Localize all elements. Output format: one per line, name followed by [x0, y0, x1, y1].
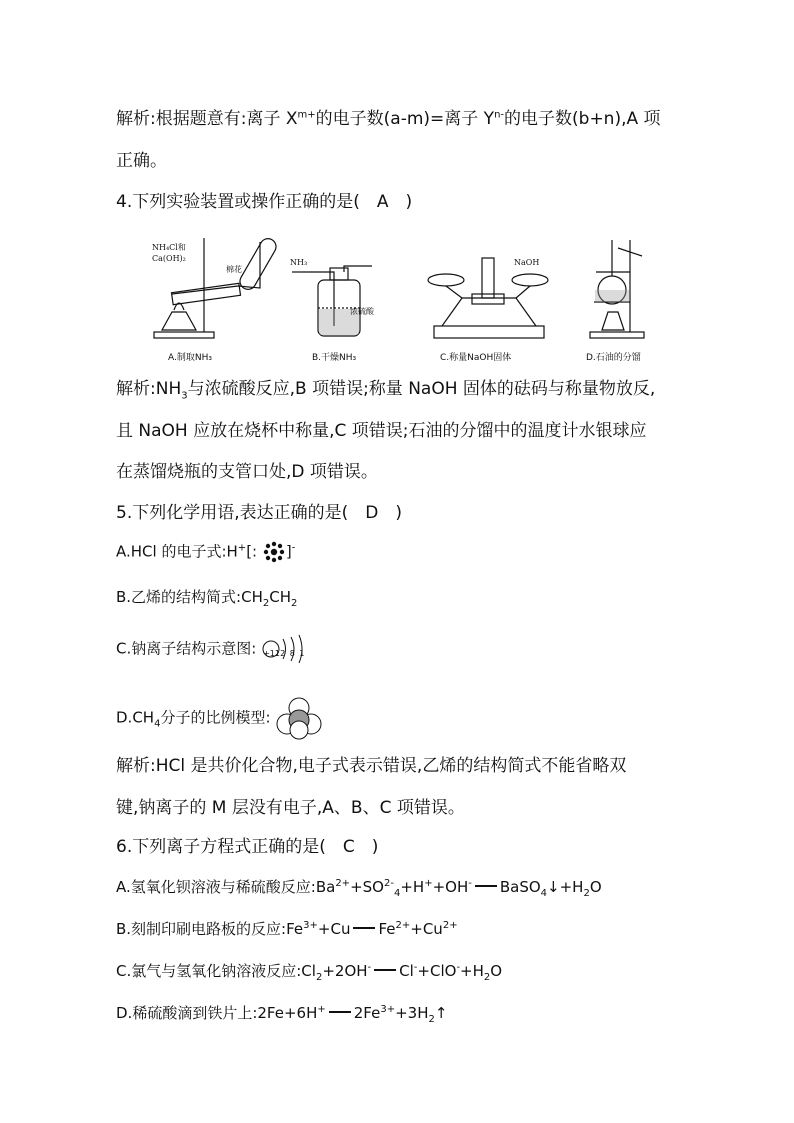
subscript: 2 — [483, 972, 491, 983]
text: 2Fe — [353, 1004, 381, 1022]
reaction-arrow — [475, 885, 497, 887]
subscript: 3 — [181, 390, 188, 402]
text: +Cu — [410, 920, 443, 938]
text: 解析:NH — [116, 379, 182, 399]
text: ↑ — [434, 1004, 448, 1022]
superscript: 2+ — [335, 878, 351, 889]
reaction-arrow — [353, 927, 375, 929]
superscript: + — [237, 542, 247, 554]
text: +3H — [395, 1004, 429, 1022]
q4-stem: 4.下列实验装置或操作正确的是( A ) — [116, 192, 413, 212]
b-acid-label: 浓硫酸 — [350, 307, 374, 316]
q5-explanation-line1: 解析:HCl 是共价化合物,电子式表示错误,乙烯的结构简式不能省略双 — [116, 756, 627, 776]
a-cotton-label: 棉花 — [226, 265, 242, 274]
text: O — [490, 962, 503, 980]
text: ↓+H — [547, 878, 584, 896]
superscript: 2+ — [395, 920, 411, 931]
q4-apparatus-figure — [142, 228, 662, 368]
text: B.乙烯的结构简式:CH — [116, 588, 263, 606]
superscript: - — [367, 962, 372, 973]
subscript: 2 — [315, 972, 323, 983]
text: 的电子数(b+n),A 项 — [504, 109, 661, 129]
superscript: - — [291, 542, 296, 554]
superscript: 2+ — [442, 920, 458, 931]
superscript: 2- — [383, 878, 394, 889]
q3-explanation-line2: 正确。 — [116, 151, 167, 171]
c-naoh-label: NaOH — [514, 258, 540, 267]
text: +ClO — [417, 962, 457, 980]
q5-option-b — [116, 586, 297, 608]
nucleus-charge: +11 — [263, 649, 280, 658]
c-balance-base — [434, 326, 544, 338]
text: 与浓硫酸反应,B 项错误;称量 NaOH 固体的砝码与称量物放反, — [187, 379, 656, 399]
q5-stem: 5.下列化学用语,表达正确的是( D ) — [116, 503, 402, 523]
text: 的电子数(a-m)=离子 Y — [315, 109, 495, 129]
shell-electrons: 2 8 1 — [280, 649, 306, 658]
text: BaSO — [499, 878, 541, 896]
subscript: 4 — [393, 888, 401, 899]
q5-explanation-line2: 键,钠离子的 M 层没有电子,A、B、C 项错误。 — [116, 798, 465, 818]
superscript: n- — [494, 109, 505, 121]
a-stand-base — [154, 332, 214, 338]
text: ] — [285, 542, 292, 561]
cl-electron-dots-icon — [262, 540, 286, 564]
superscript: 3+ — [380, 1004, 396, 1015]
text: Cl — [399, 962, 414, 980]
subscript: 2 — [428, 1014, 435, 1025]
text: D.CH — [116, 708, 155, 727]
text: A.HCl 的电子式:H — [116, 542, 238, 561]
q5-option-d — [116, 696, 323, 740]
text: +SO — [350, 878, 384, 896]
superscript: m+ — [297, 109, 316, 121]
d-caption: D.石油的分馏 — [586, 353, 641, 363]
subscript: 4 — [540, 888, 548, 899]
b-gas-label: NH₃ — [290, 258, 308, 267]
superscript: + — [424, 878, 433, 889]
text: Fe — [378, 920, 396, 938]
a-burner — [162, 312, 196, 330]
text: C.钠离子结构示意图: — [116, 639, 257, 658]
superscript: 3+ — [303, 920, 318, 931]
apparatus-drawings — [142, 228, 662, 368]
text: 解析:根据题意有:离子 X — [116, 109, 298, 129]
superscript: + — [317, 1004, 326, 1015]
q6-option-a — [116, 876, 602, 898]
q5-option-c — [116, 632, 305, 666]
q4-explanation-line2: 且 NaOH 应放在烧杯中称量,C 项错误;石油的分馏中的温度计水银球应 — [116, 421, 647, 441]
methane-space-filling-model-icon — [275, 696, 323, 740]
subscript: 4 — [154, 718, 161, 730]
a-caption: A.制取NH₃ — [168, 353, 212, 363]
q3-explanation-line1 — [116, 108, 661, 130]
q4-explanation-line1 — [116, 378, 655, 400]
text: CH — [269, 588, 292, 606]
q6-stem: 6.下列离子方程式正确的是( C ) — [116, 837, 379, 857]
q5-option-a — [116, 540, 295, 564]
subscript: 2 — [291, 598, 298, 609]
text: D.稀硫酸滴到铁片上:2Fe+6H — [116, 1004, 318, 1022]
q6-option-b — [116, 918, 458, 940]
q6-option-c — [116, 960, 502, 982]
text: +H — [400, 878, 425, 896]
superscript: - — [456, 962, 461, 973]
subscript: 2 — [583, 888, 590, 899]
reaction-arrow — [374, 969, 396, 971]
text: +H — [460, 962, 484, 980]
text: C.氯气与氢氧化钠溶液反应:Cl — [116, 962, 316, 980]
superscript: - — [468, 878, 472, 889]
c-caption: C.称量NaOH固体 — [440, 353, 512, 363]
b-caption: B.干燥NH₃ — [312, 353, 357, 363]
d-stand-base — [590, 332, 644, 338]
reaction-arrow — [329, 1011, 351, 1013]
subscript: 2 — [262, 598, 270, 609]
text: +2OH — [322, 962, 368, 980]
q6-option-d — [116, 1002, 447, 1024]
text: 分子的比例模型: — [160, 708, 271, 727]
a-reagent-label-2: Ca(OH)₂ — [152, 254, 186, 263]
na-ion-structure-diagram — [261, 632, 305, 666]
text: +Cu — [317, 920, 351, 938]
text: B.刻制印刷电路板的反应:Fe — [116, 920, 304, 938]
text: +OH — [432, 878, 469, 896]
text: A.氢氧化钡溶液与稀硫酸反应:Ba — [116, 878, 336, 896]
a-reagent-label-1: NH₄Cl和 — [152, 243, 186, 252]
text: O — [589, 878, 602, 896]
text: [: — [246, 542, 258, 561]
q4-explanation-line3: 在蒸馏烧瓶的支管口处,D 项错误。 — [116, 462, 378, 482]
superscript: - — [413, 962, 418, 973]
